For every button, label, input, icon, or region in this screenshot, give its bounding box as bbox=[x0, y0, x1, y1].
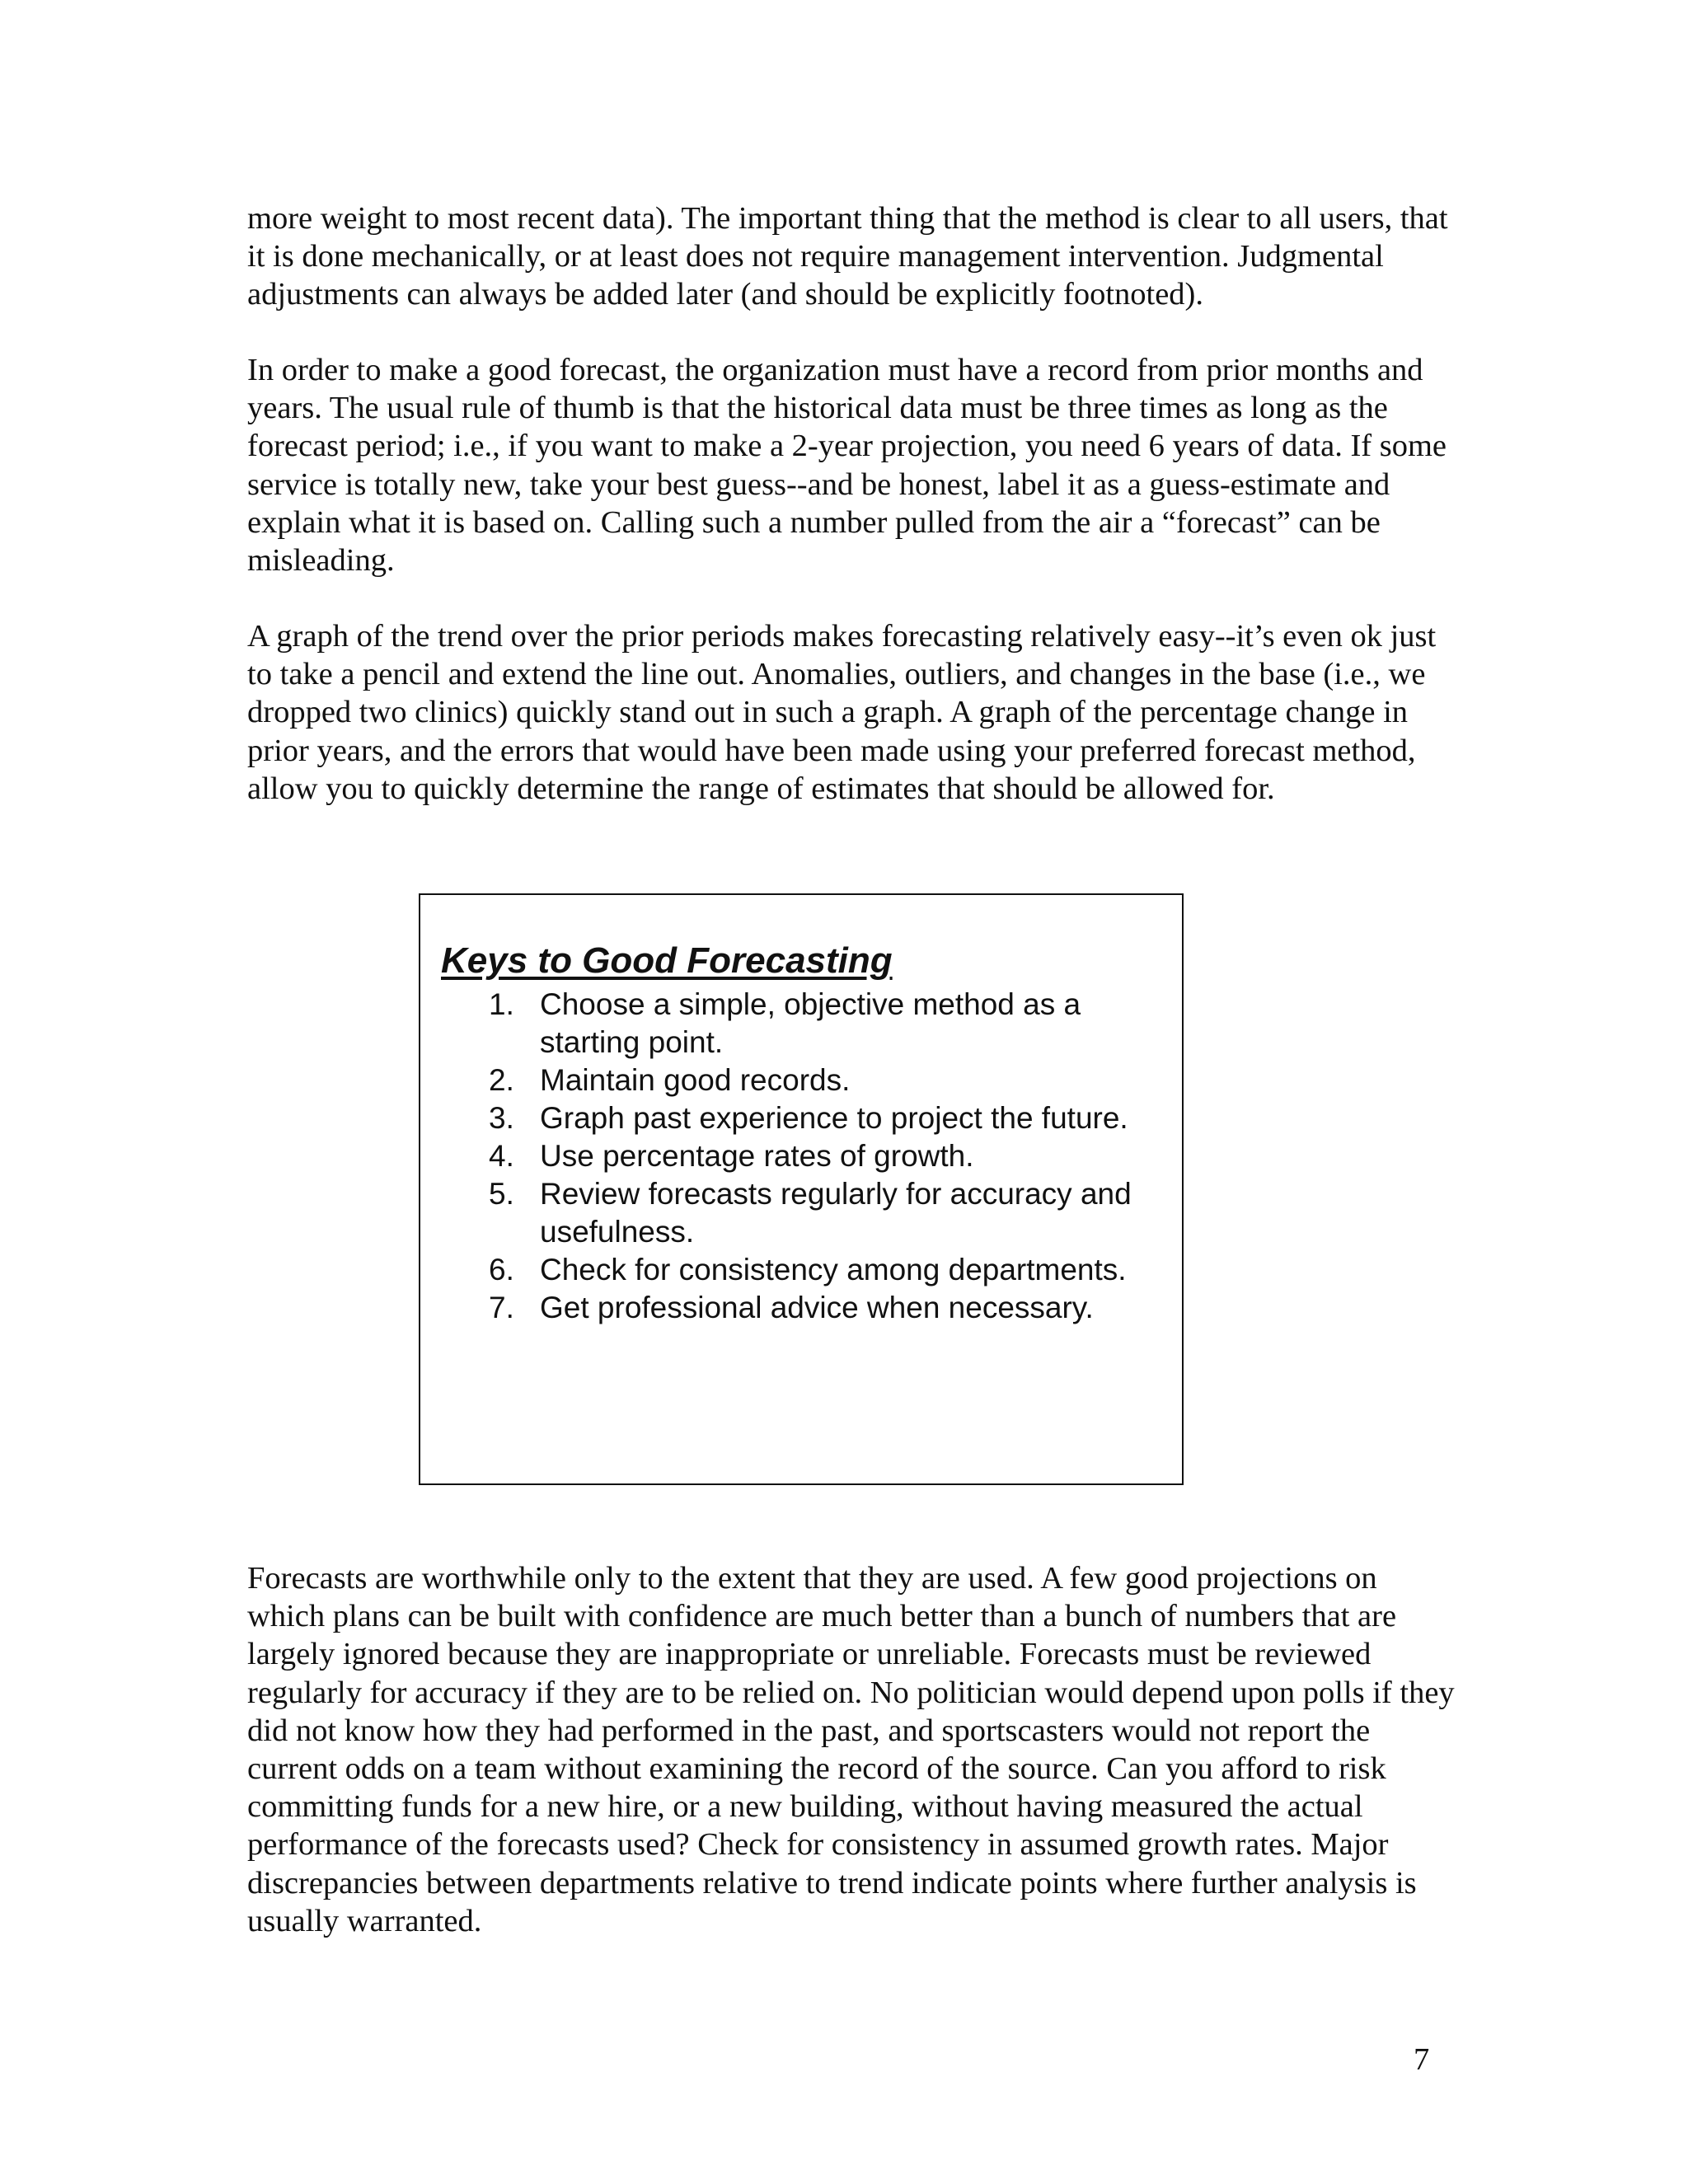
keys-item-text: Graph past experience to project the future. bbox=[540, 1101, 1128, 1135]
page-number: 7 bbox=[1414, 2042, 1430, 2077]
keys-box-title: Keys to Good Forecasting bbox=[441, 940, 893, 981]
keys-list-item bbox=[420, 986, 1162, 1062]
keys-list-item bbox=[420, 1289, 1162, 1327]
keys-to-good-forecasting-box bbox=[419, 893, 1184, 1485]
keys-item-text: Use percentage rates of growth. bbox=[540, 1139, 974, 1173]
keys-item-text: Check for consistency among departments. bbox=[540, 1253, 1127, 1286]
keys-item-number: 6. bbox=[489, 1253, 514, 1286]
keys-item-text: Get professional advice when necessary. bbox=[540, 1291, 1094, 1324]
keys-list-item bbox=[420, 1251, 1162, 1289]
keys-item-text: Maintain good records. bbox=[540, 1063, 851, 1097]
keys-item-text: Choose a simple, objective method as a starting point. bbox=[540, 987, 1081, 1059]
keys-list-item bbox=[420, 1175, 1162, 1251]
keys-item-number: 1. bbox=[489, 987, 514, 1021]
keys-item-number: 5. bbox=[489, 1177, 514, 1211]
body-paragraph-weighting: more weight to most recent data). The important thing that the method is clear to all users, that it is done mechanically, or at least does not require management intervention. Judgmental adjustments can always be added later (and should be explicitly footnoted). bbox=[247, 201, 1448, 312]
keys-list bbox=[420, 986, 1162, 1327]
body-paragraph-trend-graph: A graph of the trend over the prior periods makes forecasting relatively easy--it’s even ok just to take a pencil and extend the line out. Anomalies, outliers, and changes in the base (i.e., we dropped two clinics) quickly stand out in such a graph. A graph of the percentage change in prior years, and the errors that would have been made using your preferred forecast method, allow you to quickly determine the range of estimates that should be allowed for. bbox=[247, 619, 1437, 806]
keys-item-number: 3. bbox=[489, 1101, 514, 1135]
keys-item-number: 7. bbox=[489, 1291, 514, 1324]
body-paragraph-forecast-usage: Forecasts are worthwhile only to the extent that they are used. A few good projections on which plans can be built with confidence are much better than a bunch of numbers that are largely ignored because they are inappropriate or unreliable. Forecasts must be reviewed regularly for accuracy if they are to be relied on. No politician would depend upon polls if they did not know how they had performed in the past, and sportscasters would not report the current odds on a team without examining the record of the source. Can you afford to risk committing funds for a new hire, or a new building, without having measured the actual performance of the forecasts used? Check for consistency in assumed growth rates. Major discrepancies between departments relative to trend indicate points where further analysis is usually warranted. bbox=[247, 1561, 1455, 1938]
keys-list-item bbox=[420, 1062, 1162, 1099]
keys-item-number: 4. bbox=[489, 1139, 514, 1173]
keys-item-number: 2. bbox=[489, 1063, 514, 1097]
keys-list-item bbox=[420, 1137, 1162, 1175]
keys-list-item bbox=[420, 1099, 1162, 1137]
keys-item-text: Review forecasts regularly for accuracy and usefulness. bbox=[540, 1177, 1132, 1249]
body-paragraph-historical-records: In order to make a good forecast, the organization must have a record from prior months and years. The usual rule of thumb is that the historical data must be three times as long as the forecast period; i.e., if you want to make a 2-year projection, you need 6 years of data. If some service is totally new, take your best guess--and be honest, label it as a guess-estimate and explain what it is based on. Calling such a number pulled from the air a “forecast” can be misleading. bbox=[247, 353, 1447, 579]
